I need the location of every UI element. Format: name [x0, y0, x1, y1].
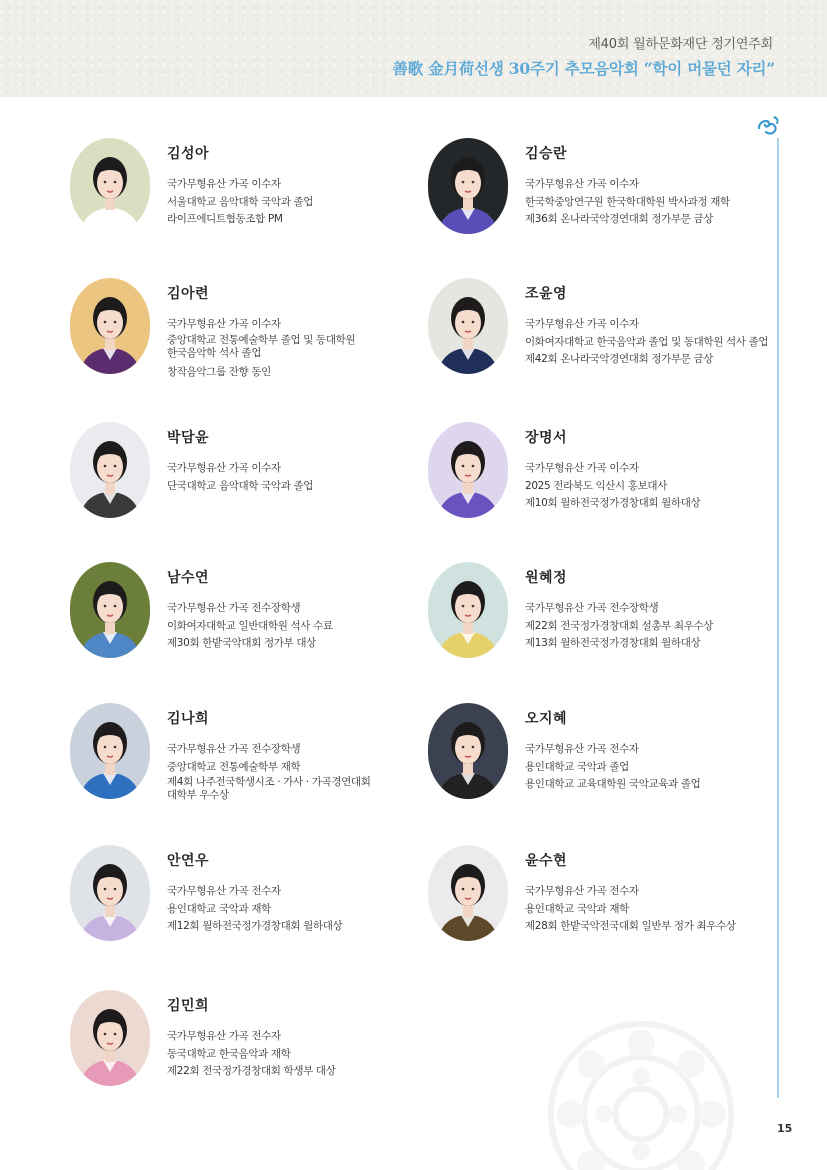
- bio-line: 용인대학교 국악과 재학: [167, 902, 271, 915]
- portrait-icon: [428, 422, 508, 518]
- bio-line: 제12회 월하전국정가경창대회 월하대상: [167, 920, 343, 932]
- portrait-icon: [70, 422, 150, 518]
- bio-line: 국가무형유산 가곡 전수장학생: [167, 743, 301, 755]
- performer-name: 김승란: [525, 146, 568, 162]
- performer-photo: [70, 990, 150, 1086]
- performer-photo: [70, 278, 150, 374]
- performer-bio: [525, 883, 765, 936]
- performer-name: 김나희: [167, 711, 210, 727]
- performer-name: 김성아: [167, 146, 210, 162]
- performer-bio: [167, 460, 407, 495]
- bio-line: 제42회 온나라국악경연대회 정가부문 금상: [525, 353, 714, 365]
- performer-photo: [70, 562, 150, 658]
- performer-card: [428, 278, 768, 388]
- bio-line: 제4회 나주전국학생시조 · 가사 · 가곡경연대회 대학부 우수상: [167, 776, 371, 801]
- performer-bio: [167, 176, 407, 229]
- performer-photo: [428, 562, 508, 658]
- bio-line: 중앙대학교 전통예술학부 졸업 및 동대학원 한국음악학 석사 졸업: [167, 333, 356, 359]
- performer-photo: [428, 278, 508, 374]
- performer-name: 안연우: [167, 853, 210, 869]
- bio-line: 동국대학교 한국음악과 재학: [167, 1047, 291, 1060]
- bio-line: 창작음악그룹 잔향 동인: [167, 365, 271, 378]
- portrait-icon: [70, 562, 150, 658]
- bio-line: 제28회 한밭국악전국대회 일반부 정가 최우수상: [525, 920, 736, 932]
- performer-card: [70, 562, 410, 672]
- cloud-ornament-icon: [756, 114, 780, 138]
- performer-name: 장명서: [525, 430, 568, 446]
- event-title: 제40회 월하문화재단 정기연주회: [588, 37, 773, 52]
- performer-name: 김아련: [167, 286, 210, 302]
- bio-line: 제30회 한밭국악대회 정가부 대상: [167, 637, 316, 649]
- page-header: [0, 0, 827, 97]
- bio-line: 국가무형유산 가곡 이수자: [167, 462, 281, 474]
- bio-line: 용인대학교 교육대학원 국악교육과 졸업: [525, 778, 701, 790]
- performer-card: [70, 422, 410, 532]
- bio-line: 국가무형유산 가곡 전수장학생: [167, 602, 301, 614]
- performer-bio: [167, 1028, 407, 1081]
- bio-line: 서울대학교 음악대학 국악과 졸업: [167, 195, 314, 208]
- bio-line: 단국대학교 음악대학 국악과 졸업: [167, 479, 314, 492]
- portrait-icon: [428, 703, 508, 799]
- bio-line: 국가무형유산 가곡 이수자: [167, 318, 281, 330]
- bio-line: 국가무형유산 가곡 이수자: [525, 178, 639, 190]
- performer-photo: [70, 138, 150, 234]
- performer-card: [428, 562, 768, 672]
- bio-line: 중앙대학교 전통예술학부 재학: [167, 760, 301, 773]
- performer-card: [428, 422, 768, 532]
- performer-bio: [525, 460, 765, 513]
- performer-name: 조윤영: [525, 286, 568, 302]
- bio-line: 한국학중앙연구원 한국학대학원 박사과정 재학: [525, 195, 730, 208]
- performer-bio: [167, 316, 407, 381]
- performer-name: 남수연: [167, 570, 210, 586]
- performer-bio: [167, 883, 407, 936]
- portrait-icon: [428, 138, 508, 234]
- performer-name: 오지혜: [525, 711, 568, 727]
- portrait-icon: [70, 278, 150, 374]
- bio-line: 제10회 월하전국정가경창대회 월하대상: [525, 497, 701, 509]
- bio-line: 국가무형유산 가곡 이수자: [525, 462, 639, 474]
- performer-card: [70, 278, 410, 388]
- performer-bio: [167, 741, 407, 806]
- portrait-icon: [70, 990, 150, 1086]
- performer-photo: [428, 703, 508, 799]
- performer-photo: [428, 422, 508, 518]
- concert-title: 善歌 金月荷선생 30주기 추모음악회 “학이 머물던 자리”: [392, 59, 775, 78]
- performer-card: [70, 990, 410, 1100]
- bio-line: 제22회 전국정가경창대회 설총부 최우수상: [525, 619, 714, 632]
- flower-watermark-icon: [543, 1016, 739, 1170]
- performer-card: [428, 138, 768, 248]
- performer-name: 박담윤: [167, 430, 210, 446]
- bio-line: 용인대학교 국악과 재학: [525, 902, 629, 915]
- performer-photo: [428, 845, 508, 941]
- portrait-icon: [70, 138, 150, 234]
- performer-name: 윤수현: [525, 853, 568, 869]
- bio-line: 국가무형유산 가곡 전수자: [525, 885, 639, 897]
- bio-line: 이화여자대학교 일반대학원 석사 수료: [167, 619, 333, 632]
- bio-line: 2025 전라북도 익산시 홍보대사: [525, 479, 668, 492]
- side-rule: [777, 138, 779, 1098]
- performer-card: [428, 703, 768, 813]
- performer-card: [70, 138, 410, 248]
- portrait-icon: [428, 845, 508, 941]
- page-number: 15: [777, 1122, 793, 1135]
- performer-card: [428, 845, 768, 955]
- performer-name: 김민희: [167, 998, 210, 1014]
- bio-line: 국가무형유산 가곡 이수자: [525, 318, 639, 330]
- bio-line: 제36회 온나라국악경연대회 정가부문 금상: [525, 213, 714, 225]
- bio-line: 국가무형유산 가곡 전수자: [167, 1030, 281, 1042]
- portrait-icon: [428, 278, 508, 374]
- portrait-icon: [70, 703, 150, 799]
- bio-line: 용인대학교 국악과 졸업: [525, 760, 629, 773]
- bio-line: 제13회 월하전국정가경창대회 월하대상: [525, 637, 701, 649]
- bio-line: 라이프에디트협동조합 PM: [167, 213, 283, 225]
- performer-photo: [428, 138, 508, 234]
- performer-photo: [70, 422, 150, 518]
- performer-bio: [525, 741, 765, 794]
- bio-line: 제22회 전국정가경창대회 학생부 대상: [167, 1065, 336, 1077]
- performer-photo: [70, 703, 150, 799]
- portrait-icon: [70, 845, 150, 941]
- bio-line: 국가무형유산 가곡 전수자: [167, 885, 281, 897]
- performer-card: [70, 845, 410, 955]
- performer-name: 원혜정: [525, 570, 568, 586]
- portrait-icon: [428, 562, 508, 658]
- performer-card: [70, 703, 410, 813]
- performer-bio: [167, 600, 407, 653]
- bio-line: 국가무형유산 가곡 전수자: [525, 743, 639, 755]
- bio-line: 이화여자대학교 한국음악과 졸업 및 동대학원 석사 졸업: [525, 335, 769, 348]
- bio-line: 국가무형유산 가곡 전수장학생: [525, 602, 659, 614]
- performer-photo: [70, 845, 150, 941]
- bio-line: 국가무형유산 가곡 이수자: [167, 178, 281, 190]
- performer-bio: [525, 176, 765, 229]
- performer-bio: [525, 600, 765, 653]
- performer-bio: [525, 316, 769, 369]
